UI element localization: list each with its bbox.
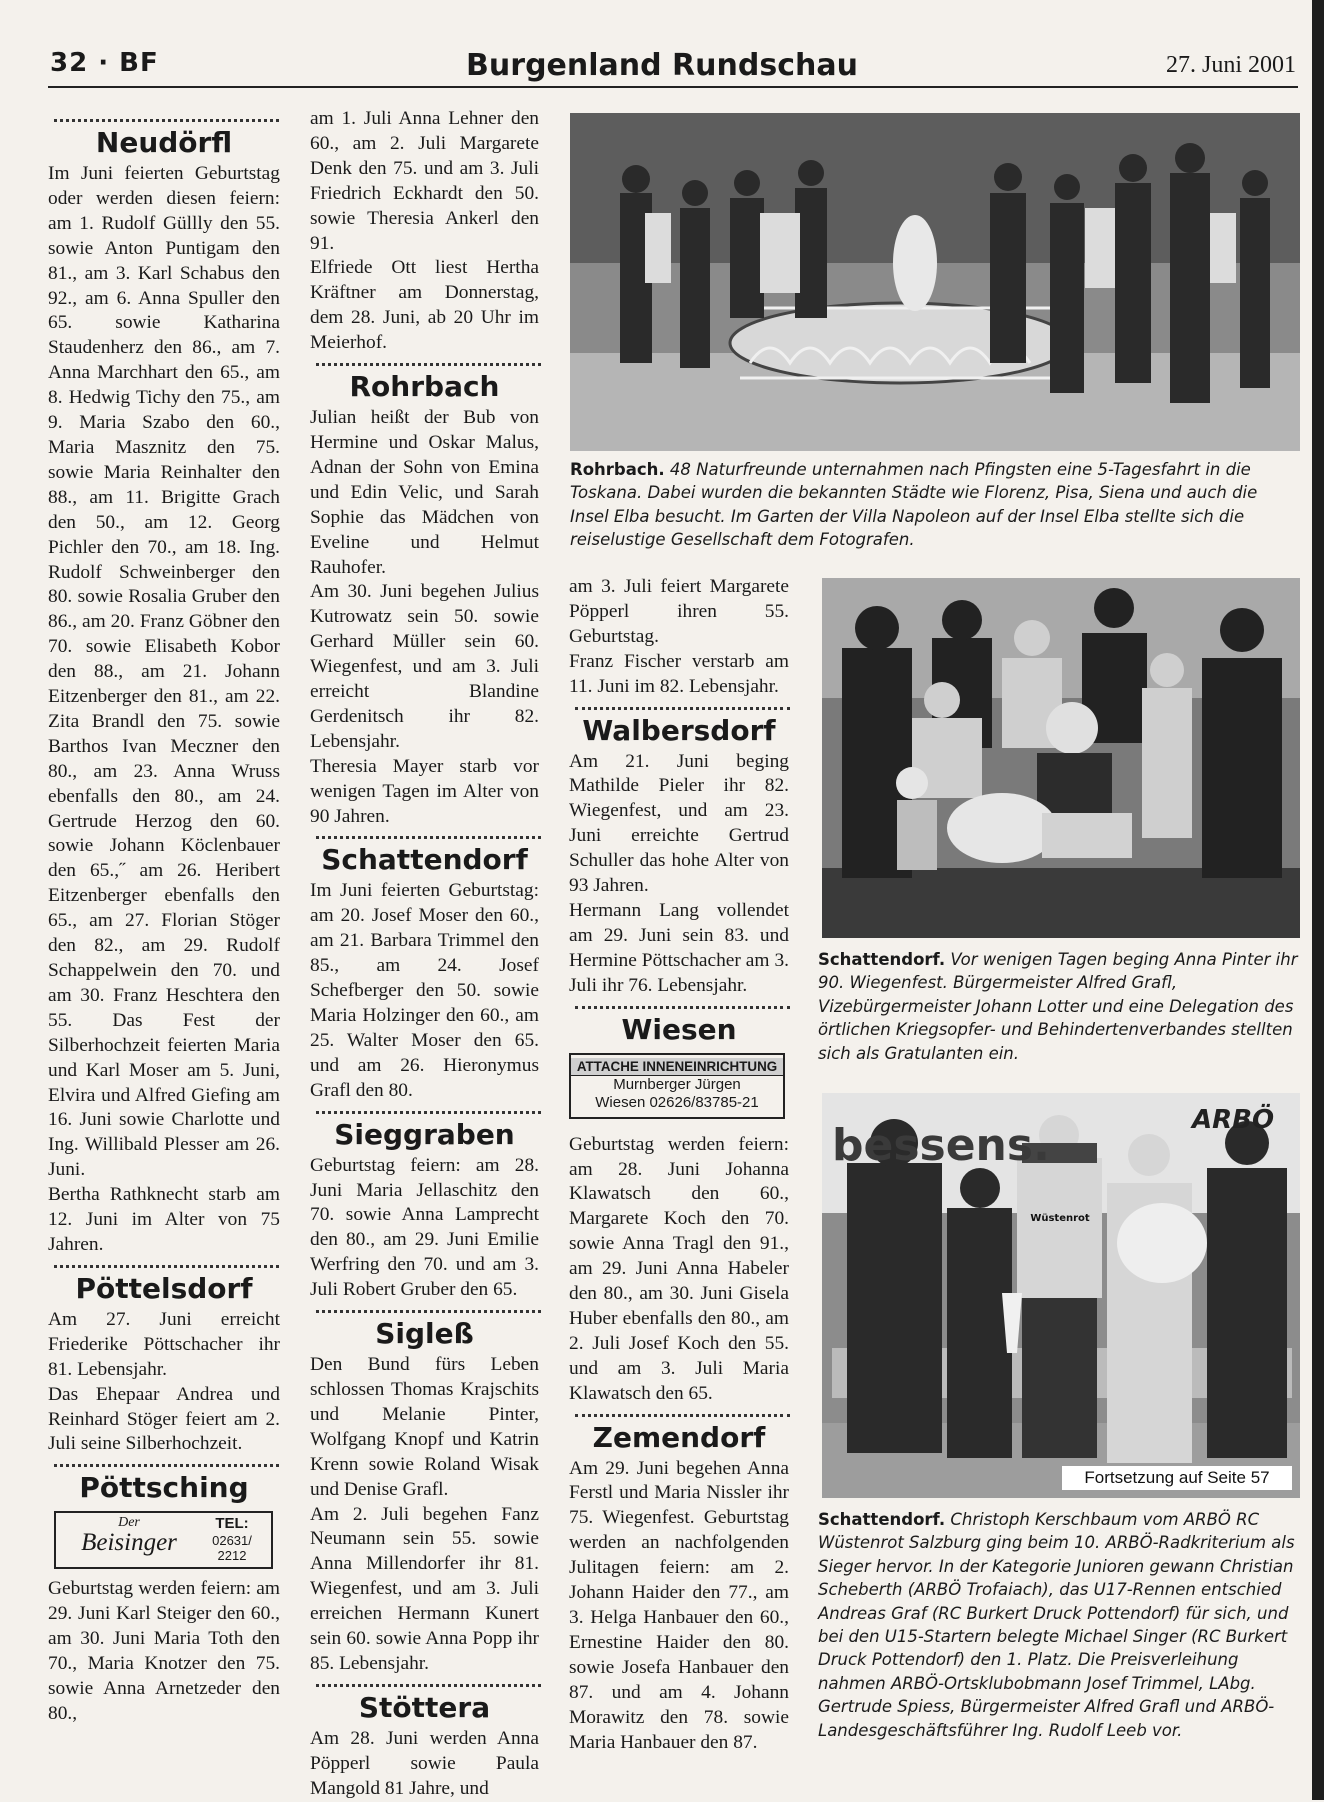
article-text: Franz Fischer verstarb am 11. Juni im 82. Lebensjahr. xyxy=(569,650,789,697)
article-text: Im Juni feierten Geburtstag: am 20. Josef Moser den 60., am 21. Barbara Trimmel den 85., am 24. Josef Schefberger den 50. sowie Maria Holzinger den 60., am 25. Walter Moser den 65. und am 26. Hieronymus Grafl den 80. xyxy=(310,880,539,1101)
ad-logo-name: Beisinger xyxy=(81,1529,177,1557)
ad-logo-line1: Der xyxy=(118,1515,140,1531)
article-text: Hermann Lang vollendet am 29. Juni sein 83. und Hermine Pöttschacher am 3. Juli ihr 76. Lebensjahr. xyxy=(569,899,789,996)
section-divider xyxy=(316,363,541,366)
article-text: Am 30. Juni begehen Julius Kutrowatz sein 50. sowie Gerhard Müller sein 60. Wiegenfest, und am 3. Juli erreicht Blandine Gerdenitsch ihr 82. Lebensjahr. xyxy=(310,581,539,752)
column-2 xyxy=(310,107,539,1802)
section-divider xyxy=(575,707,790,710)
article-text: Theresia Mayer starb vor wenigen Tagen im Alter von 90 Jahren. xyxy=(310,755,539,827)
article-text: Den Bund fürs Leben schlossen Thomas Krajschits und Melanie Pinter, Wolfgang Knopf und Katrin Krenn sowie Roland Wisak und Denise Grafl. xyxy=(310,1354,539,1500)
article-text: Geburtstag feiern: am 28. Juni Maria Jellaschitz den 70. sowie Anna Lamprecht den 80., am 29. Juni Emilie Werfring den 70. und am 3. Juli Robert Gruber den 65. xyxy=(310,1154,539,1301)
caption-place: Schattendorf. xyxy=(818,1510,946,1529)
section-divider xyxy=(316,1310,541,1313)
ad-attache xyxy=(569,1053,785,1119)
newspaper-title: Burgenland Rundschau xyxy=(466,48,858,83)
ad-line3: Wiesen 02626/83785-21 xyxy=(595,1093,759,1111)
caption-text: Christoph Kerschbaum vom ARBÖ RC Wüstenrot Salzburg ging beim 10. ARBÖ-Radkriterium als Sieger hervor. In der Kategorie Junioren gewann Christian Scheberth (ARBÖ Trofaiach), das U17-Rennen entschied Andreas Graf (RC Burkert Druck Pottendorf) für sich, und bei den U15-Startern belegte Michael Singer (RC Burkert Druck Pottendorf) den 1. Platz. Die Preisverleihung nahmen ARBÖ-Ortsklubobmann Josef Trimmel, LAbg. Gertrude Spiess, Bürgermeister Alfred Grafl und ARBÖ-Landesgeschäftsführer Ing. Rudolf Leeb vor. xyxy=(818,1510,1295,1740)
article-text: Am 2. Juli begehen Fanz Neumann sein 55. sowie Anna Millendorfer ihr 81. Wiegenfest, und am 3. Juli erreichen Hermann Kunert sein 60. sowie Anna Popp ihr 85. Lebensjahr. xyxy=(310,1503,539,1674)
section-heading-rohrbach: Rohrbach xyxy=(349,370,500,404)
article-text: Das Ehepaar Andrea und Reinhard Stöger feiert am 2. Juli seine Silberhochzeit. xyxy=(48,1383,280,1455)
page-number: 32 · BF xyxy=(50,48,159,78)
section-divider xyxy=(316,836,541,839)
photo-rohrbach-group xyxy=(570,113,1300,451)
article-text: Bertha Rathknecht starb am 12. Juni im Alter von 75 Jahren. xyxy=(48,1184,280,1255)
section-divider xyxy=(575,1006,790,1009)
caption-place: Schattendorf. xyxy=(818,950,946,969)
article-text: Am 27. Juni erreicht Friederike Pöttschacher ihr 81. Lebensjahr. xyxy=(48,1308,280,1380)
banner-logo: ARBÖ xyxy=(1192,1105,1275,1135)
section-divider xyxy=(54,119,279,122)
article-text: Am 21. Juni beging Mathilde Pieler ihr 82. Wiegenfest, und am 23. Juni erreichte Gertrud Schuller das hohe Alter von 93 Jahren. xyxy=(569,750,789,897)
article-text: Geburtstag werden feiern: am 28. Juni Johanna Klawatsch den 60., Margarete Koch den 70. sowie Anna Tragl den 91., am 29. Juni Anna Habeler den 80., am 30. Juni Gisela Huber ebenfalls den 80., am 2. Juli Josef Koch den 55. und am 3. Juli Maria Klawatsch den 65. xyxy=(569,1133,789,1404)
jersey-text: Wüstenrot xyxy=(1030,1213,1090,1224)
article-text: am 3. Juli feiert Margarete Pöpperl ihren 55. Geburtstag. xyxy=(569,576,789,647)
section-heading-schattendorf: Schattendorf xyxy=(321,843,528,877)
caption-place: Rohrbach. xyxy=(570,460,665,479)
issue-date: 27. Juni 2001 xyxy=(1165,52,1296,78)
section-heading-zemendorf: Zemendorf xyxy=(592,1420,766,1454)
ad-line2: Murnberger Jürgen xyxy=(613,1075,741,1093)
section-heading-sieggraben: Sieggraben xyxy=(334,1117,515,1151)
banner-text: bessens. xyxy=(832,1120,1050,1171)
section-divider xyxy=(54,1265,279,1268)
section-divider xyxy=(316,1684,541,1687)
section-heading-neudoerfl: Neudörfl xyxy=(95,126,233,159)
ad-tel-label: TEL: xyxy=(215,1515,249,1533)
article-text: Geburtstag werden feiern: am 29. Juni Karl Steiger den 60., am 30. Juni Maria Toth den 70., Maria Knotzer den 75. sowie Anna Arnetzeder den 80., xyxy=(48,1578,280,1724)
caption-arboe-cycling xyxy=(818,1508,1304,1742)
section-divider xyxy=(54,1464,279,1467)
section-heading-poettsching: Pöttsching xyxy=(79,1471,249,1505)
ad-tel-number xyxy=(196,1533,268,1563)
ad-beisinger xyxy=(54,1511,273,1569)
ad-line1: ATTACHE INNENEINRICHTUNG xyxy=(571,1058,783,1076)
section-heading-wiesen: Wiesen xyxy=(621,1012,737,1046)
ad-tel-part: 2212 xyxy=(217,1548,247,1564)
column-1 xyxy=(48,112,280,1727)
continuation-label: Fortsetzung auf Seite 57 xyxy=(1062,1466,1292,1490)
article-text: Im Juni feierten Geburtstag oder werden diesen feiern: am 1. Rudolf Güllly den 55. sowie Anton Puntigam den 81., am 3. Karl Schabus den 92., am 6. Anna Spuller den 65. sowie Katharina Staudenherz den 86., am 7. Anna Marchhart den 65., am 8. Hedwig Tichy den 75., am 9. Maria Szabo den 60., Maria Masznitz den 75. sowie Maria Reinhalter den 88., am 11. Brigitte Grach den 50., am 12. Georg Pichler den 70., am 18. Ing. Rudolf Schweinberger den 80. sowie Rosalia Gruber den 86., am 20. Franz Göbner den 70. sowie Elisabeth Kobor den 88., am 21. Johann Eitzenberger den 81., am 22. Zita Brandl den 75. sowie Barthos Ivan Meczner den 80., am 23. Anna Wruss ebenfalls den 80., am 24. Gertrude Herzog den 60. sowie Johann Köclenbauer den 65.,˝ am 26. Heribert Eitzenberger ebenfalls den 65., am 27. Florian Stöger den 82., am 29. Rudolf Schappelwein den 70. und am 30. Franz Heschtera den 55. Das Fest der Silberhochzeit feierten Maria und Karl Moser am 5. Juni, Elvira und Alfred Giefing am 16. Juni sowie Charlotte und Ing. Willibald Plesser am 26. Juni. xyxy=(48,163,280,1181)
article-text: am 1. Juli Anna Lehner den 60., am 2. Juli Margarete Denk den 75. und am 3. Juli Friedrich Eckhardt den 50. sowie Theresia Ankerl den 91. xyxy=(310,108,539,254)
header-rule xyxy=(48,86,1298,88)
caption-text: Vor wenigen Tagen beging Anna Pinter ihr 90. Wiegenfest. Bürgermeister Alfred Grafl, Vizebürgermeister Johann Lotter und eine Delegation des örtlichen Kriegsopfer- und Behindertenverbandes stellten sich als Gratulanten ein. xyxy=(818,950,1298,1063)
caption-schattendorf-birthday xyxy=(818,948,1304,1065)
caption-text: 48 Naturfreunde unternahmen nach Pfingsten eine 5-Tagesfahrt in die Toskana. Dabei wurden die bekannten Städte wie Florenz, Pisa, Siena und auch die Insel Elba besucht. Im Garten der Villa Napoleon auf der Insel Elba stellte sich die reiselustige Gesellschaft dem Fotografen. xyxy=(570,460,1258,550)
article-text: Am 28. Juni werden Anna Pöpperl sowie Paula Mangold 81 Jahre, und xyxy=(310,1727,539,1799)
photo-schattendorf-birthday xyxy=(822,578,1300,938)
section-heading-stoettera: Stöttera xyxy=(358,1690,491,1724)
column-3 xyxy=(569,575,789,1755)
section-divider xyxy=(575,1414,790,1417)
section-heading-walbersdorf: Walbersdorf xyxy=(582,713,776,747)
section-heading-poettelsdorf: Pöttelsdorf xyxy=(75,1271,253,1305)
binding-edge xyxy=(1312,0,1324,1800)
section-divider xyxy=(316,1111,541,1114)
article-text: Elfriede Ott liest Hertha Kräftner am Donnerstag, dem 28. Juni, ab 20 Uhr im Meierhof. xyxy=(310,257,539,354)
article-text: Am 29. Juni begehen Anna Ferstl und Maria Nissler ihr 75. Wiegenfest. Geburtstag werden an nachfolgenden Julitagen feiern: am 2. Johann Haider den 77., am 3. Helga Hanbauer den 60., Ernestine Haider den 80. sowie Josefa Hanbauer den 87. und am 4. Johann Morawitz den 78. sowie Maria Hanbauer den 87. xyxy=(569,1457,789,1753)
caption-rohrbach xyxy=(570,458,1300,552)
section-heading-sigless: Sigleß xyxy=(375,1317,474,1351)
article-text: Julian heißt der Bub von Hermine und Oskar Malus, Adnan der Sohn von Emina und Edin Velic, und Sarah Sophie das Mädchen von Eveline und Helmut Rauhofer. xyxy=(310,407,539,578)
photo-arboe-cycling xyxy=(822,1093,1300,1498)
ad-tel-part: 02631/ xyxy=(212,1533,252,1549)
